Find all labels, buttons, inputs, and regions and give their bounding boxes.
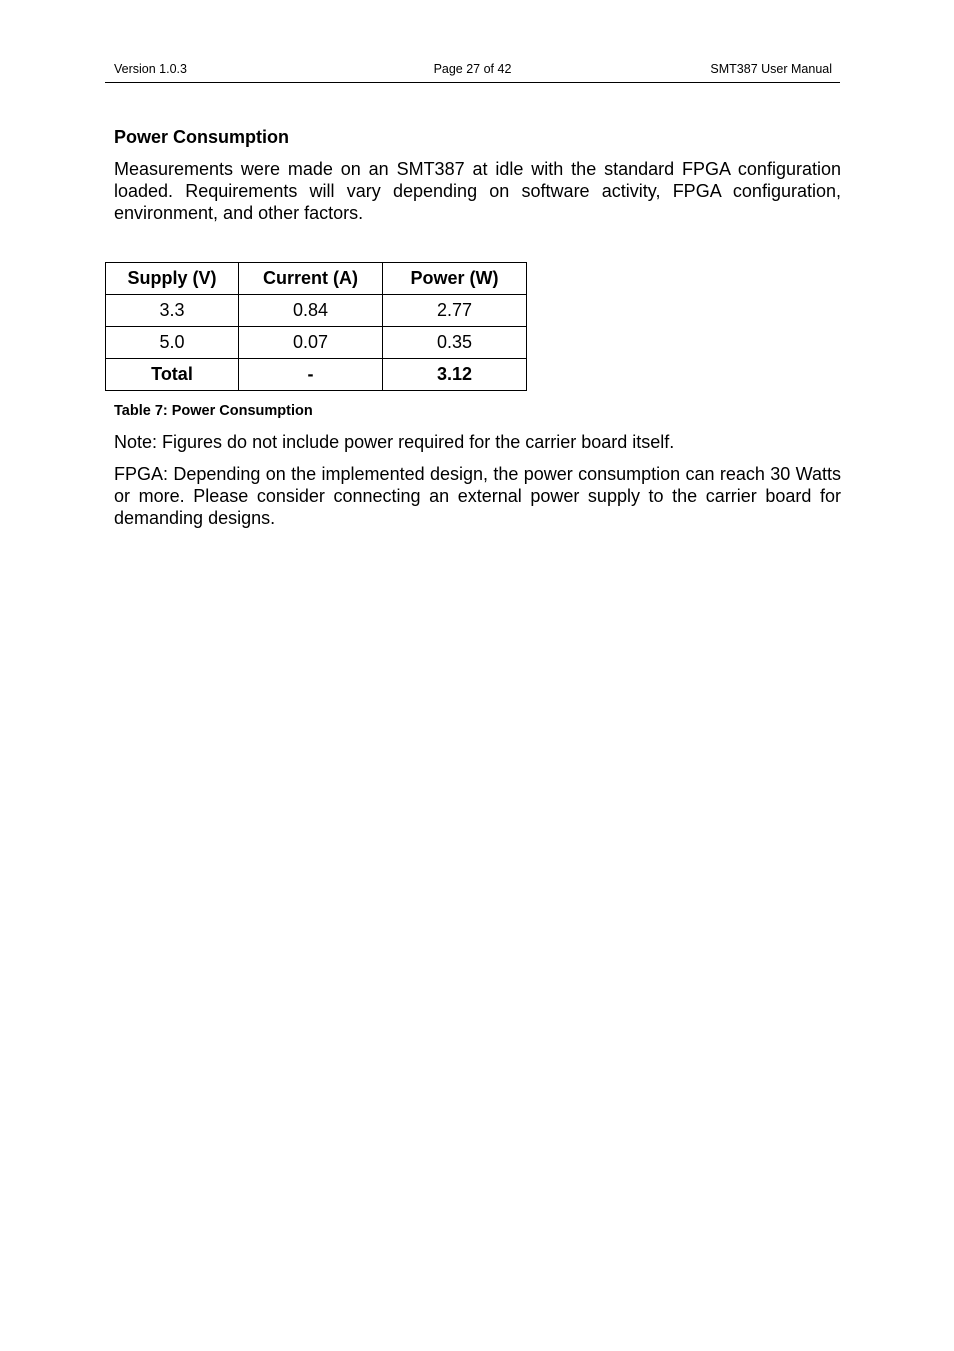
page-content [114,126,841,529]
header-doc-title: SMT387 User Manual [710,62,832,76]
table-cell: 3.3 [106,295,239,327]
power-consumption-table [105,262,527,391]
table-cell: 0.84 [239,295,383,327]
header-version: Version 1.0.3 [114,62,187,76]
table-header-row [106,263,527,295]
table-cell: 2.77 [383,295,527,327]
table-row [106,295,527,327]
column-header: Power (W) [383,263,527,295]
table-row [106,327,527,359]
table-cell: 0.35 [383,327,527,359]
header-page-number: Page 27 of 42 [433,62,512,76]
carrier-note: Note: Figures do not include power required for the carrier board itself. [114,432,675,452]
fpga-note: FPGA: Depending on the implemented design, the power consumption can reach 30 Watts or more. Please consider connecting an external power supply to the carrier board for demanding designs. [114,464,841,528]
table-cell: 5.0 [106,327,239,359]
table-cell: - [239,359,383,391]
section-title: Power Consumption [114,127,289,147]
table-cell: Total [106,359,239,391]
table-cell: 3.12 [383,359,527,391]
page-header [105,61,840,83]
intro-paragraph: Measurements were made on an SMT387 at idle with the standard FPGA configuration loaded. Requirements will vary depending on software activity, FPGA configuration, environment, and other factors. [114,159,841,223]
column-header: Current (A) [239,263,383,295]
table-total-row [106,359,527,391]
column-header: Supply (V) [106,263,239,295]
table-cell: 0.07 [239,327,383,359]
table-caption: Table 7: Power Consumption [114,403,313,419]
